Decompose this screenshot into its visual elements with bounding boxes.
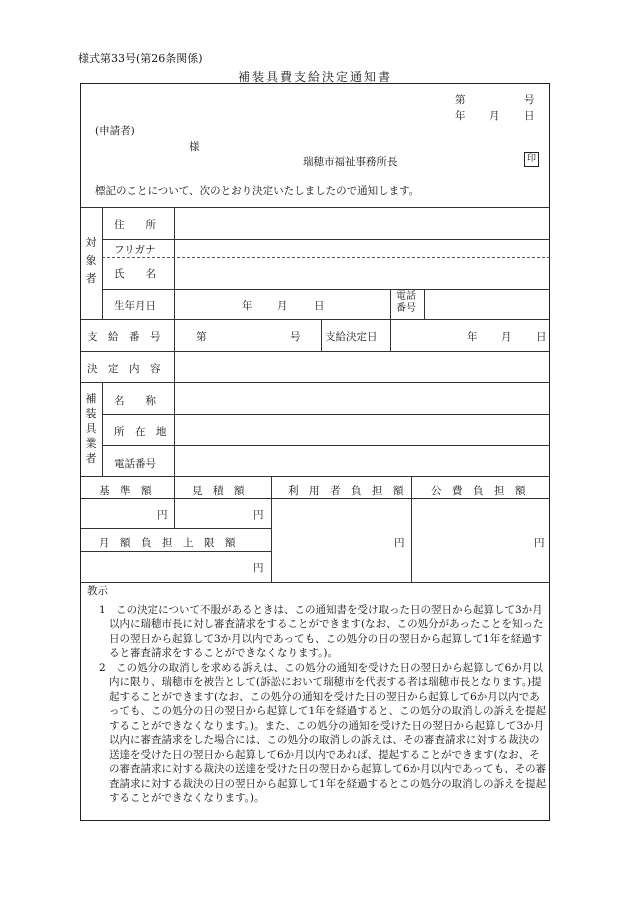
divider <box>271 476 272 582</box>
divider <box>102 445 550 446</box>
honorific: 様 <box>189 141 200 153</box>
divider <box>321 319 322 351</box>
divider <box>411 476 412 582</box>
divider <box>81 582 549 583</box>
divider <box>102 239 550 240</box>
payment-no-prefix: 第 <box>196 331 207 343</box>
payment-date-label: 支給決定日 <box>325 331 378 343</box>
instruction-item-1: 1 この決定について不服があるときは、この通知書を受け取った日の翌日から起算して3か月以内に瑞穂市長に対し審査請求をすることができます(なお、この処分があったことを知った日の翌日から起算して3か月以内であっても、この処分の日の翌日から起算して1年を経過すると審査請求をすることができなくなります。)。 <box>99 603 544 659</box>
public-burden-label: 公 費 負 担 額 <box>431 485 526 497</box>
divider <box>174 382 175 476</box>
furigana-label: フリガナ <box>114 244 156 256</box>
divider <box>102 289 550 290</box>
payment-year: 年 <box>467 331 478 343</box>
divider <box>81 319 549 320</box>
public-burden-yen: 円 <box>534 537 545 549</box>
vendor-location-label: 所 在 地 <box>114 426 167 438</box>
instructions-section <box>87 584 547 806</box>
applicant-label: (申請者) <box>95 125 135 137</box>
divider <box>81 476 549 477</box>
payment-no-suffix: 号 <box>290 331 301 343</box>
subject-side-label: 対 象 者 <box>85 236 97 285</box>
base-amount-yen: 円 <box>157 509 168 521</box>
phone-label: 電話 番号 <box>396 291 416 314</box>
base-amount-label: 基 準 額 <box>99 485 152 497</box>
divider <box>390 289 391 319</box>
date-year: 年 <box>455 110 466 122</box>
decision-label: 決 定 内 容 <box>87 363 161 375</box>
user-burden-yen: 円 <box>394 537 405 549</box>
payment-number-label: 支 給 番 号 <box>87 331 161 343</box>
divider <box>390 319 391 351</box>
notice-text: 標記のことについて、次のとおり決定いたしましたので通知します。 <box>95 185 420 197</box>
divider <box>174 319 175 351</box>
form-table <box>80 83 550 821</box>
user-burden-label: 利 用 者 負 担 額 <box>288 485 404 497</box>
address-label: 住 所 <box>114 219 156 231</box>
number-prefix: 第 <box>455 94 466 106</box>
divider <box>174 351 175 382</box>
vendor-side-label: 補 装 具 業 者 <box>85 392 97 465</box>
divider <box>81 382 549 383</box>
estimate-yen: 円 <box>253 509 264 521</box>
divider <box>81 498 549 499</box>
vendor-name-label: 名 称 <box>114 395 156 407</box>
payment-month: 月 <box>501 331 512 343</box>
divider <box>81 351 549 352</box>
birth-month: 月 <box>277 300 288 312</box>
date-month: 月 <box>489 110 500 122</box>
document-title: 補装具費支給決定通知書 <box>237 70 392 84</box>
issuer-name: 瑞穂市福祉事務所長 <box>303 156 398 168</box>
divider <box>424 289 425 319</box>
birth-year: 年 <box>242 300 253 312</box>
name-label: 氏 名 <box>114 268 156 280</box>
monthly-limit-label: 月 額 負 担 上 限 額 <box>99 537 236 549</box>
estimate-label: 見 積 額 <box>192 485 245 497</box>
divider <box>174 207 175 319</box>
form-number: 様式第33号(第26条関係) <box>78 52 203 65</box>
divider <box>81 207 549 208</box>
divider <box>81 528 271 529</box>
seal-mark: 印 <box>524 152 539 167</box>
monthly-limit-yen: 円 <box>253 562 264 574</box>
payment-day: 日 <box>536 331 547 343</box>
divider <box>102 414 550 415</box>
birth-day: 日 <box>314 300 325 312</box>
vendor-phone-label: 電話番号 <box>114 458 156 470</box>
divider <box>174 476 175 528</box>
instruction-item-2: 2 この処分の取消しを求める訴えは、この処分の通知を受けた日の翌日から起算して6か月以内に限り、瑞穂市を被告として(訴訟において瑞穂市を代表する者は瑞穂市長となります。)提起することができます(なお、この処分の通知を受けた日の翌日から起算して6か月以内であっても、この処分の日の翌日から起算して1年を経過すると、この処分の取消しの訴えを提起することができなくなります。)。また、この処分の通知を受けた日の翌日から起算して3か月以内に審査請求をした場合には、この処分の取消しの訴えは、その審査請求に対する裁決の送達を受けた日の翌日から起算して6か月以内であれば、提起することができます(なお、その審査請求に対する裁決の送達を受けた日の翌日から起算して6か月以内であっても、その審査請求に対する裁決の日の翌日から起算して1年を経過するとこの処分の取消しの訴えを提起することができなくなります。)。 <box>99 661 547 804</box>
divider <box>102 382 103 476</box>
birthdate-label: 生年月日 <box>114 300 156 312</box>
divider <box>81 551 271 552</box>
instructions-heading: 教示 <box>87 585 108 597</box>
number-suffix: 号 <box>524 94 535 106</box>
date-day: 日 <box>524 110 535 122</box>
dashed-divider <box>102 257 550 258</box>
divider <box>102 207 103 319</box>
